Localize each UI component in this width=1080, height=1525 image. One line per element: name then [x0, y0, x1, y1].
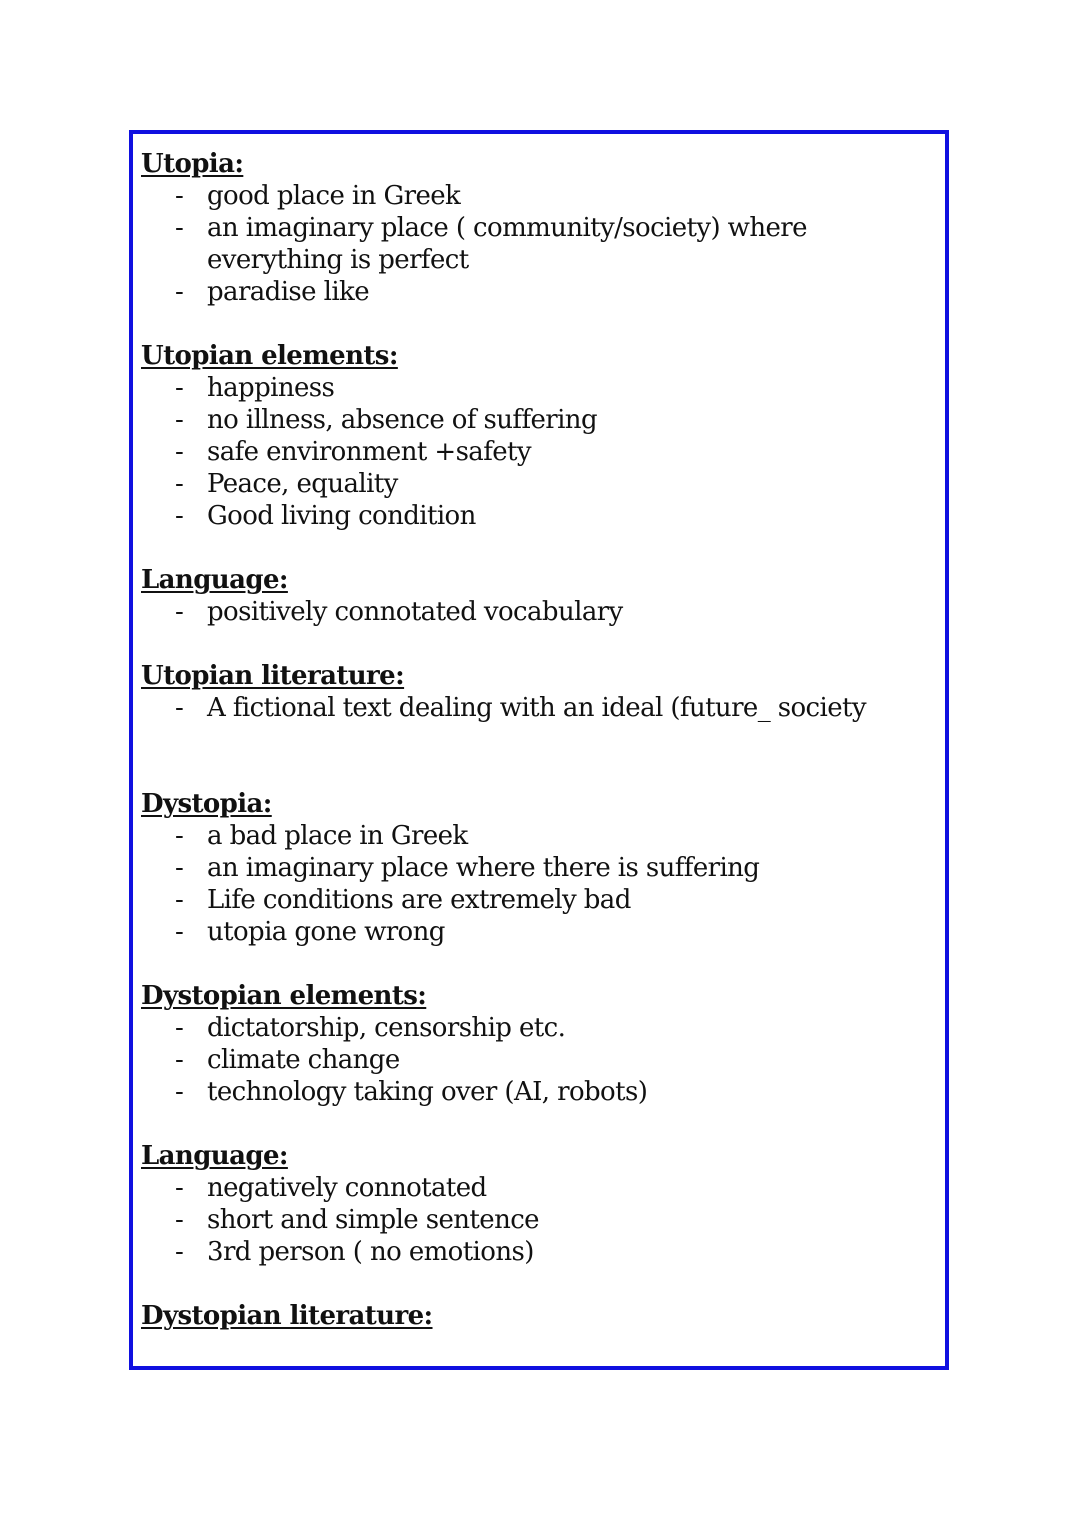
section-heading: Utopian literature: [141, 661, 405, 691]
notes-frame [129, 130, 949, 1370]
section-dystopia [141, 788, 937, 948]
section-dystopian-elements [141, 980, 937, 1108]
section-dystopian-language [141, 1140, 937, 1268]
list-item: - a bad place in Greek [207, 820, 937, 852]
section-heading: Dystopian literature: [141, 1301, 433, 1331]
list-item: - technology taking over (AI, robots) [207, 1076, 937, 1108]
section-utopian-literature [141, 660, 937, 724]
bullet-list [141, 1012, 937, 1108]
list-item: - Peace, equality [207, 468, 937, 500]
list-item: - positively connotated vocabulary [207, 596, 937, 628]
section-heading: Utopian elements: [141, 341, 398, 371]
section-utopian-language [141, 564, 937, 628]
section-heading: Language: [141, 565, 288, 595]
list-item: - A fictional text dealing with an ideal (future_ society [207, 692, 937, 724]
list-item: - negatively connotated [207, 1172, 937, 1204]
list-item: - an imaginary place ( community/society) where everything is perfect [207, 212, 827, 276]
section-heading: Dystopia: [141, 789, 272, 819]
bullet-list [141, 820, 937, 948]
notes-content [141, 148, 937, 1332]
list-item: - utopia gone wrong [207, 916, 937, 948]
bullet-list [141, 692, 937, 724]
bullet-list [141, 596, 937, 628]
list-item: - dictatorship, censorship etc. [207, 1012, 937, 1044]
list-item: - safe environment +safety [207, 436, 937, 468]
section-heading: Dystopian elements: [141, 981, 427, 1011]
section-dystopian-literature [141, 1300, 937, 1332]
bullet-list [141, 1172, 937, 1268]
bullet-list [141, 180, 937, 308]
list-item: - paradise like [207, 276, 937, 308]
list-item: - happiness [207, 372, 937, 404]
section-heading: Language: [141, 1141, 288, 1171]
list-item: - good place in Greek [207, 180, 937, 212]
section-heading: Utopia: [141, 149, 244, 179]
list-item: - an imaginary place where there is suffering [207, 852, 937, 884]
list-item: - Good living condition [207, 500, 937, 532]
bullet-list [141, 372, 937, 532]
section-utopia [141, 148, 937, 308]
list-item: - climate change [207, 1044, 937, 1076]
section-utopian-elements [141, 340, 937, 532]
list-item: - short and simple sentence [207, 1204, 937, 1236]
list-item: - 3rd person ( no emotions) [207, 1236, 937, 1268]
list-item: - no illness, absence of suffering [207, 404, 937, 436]
list-item: - Life conditions are extremely bad [207, 884, 937, 916]
